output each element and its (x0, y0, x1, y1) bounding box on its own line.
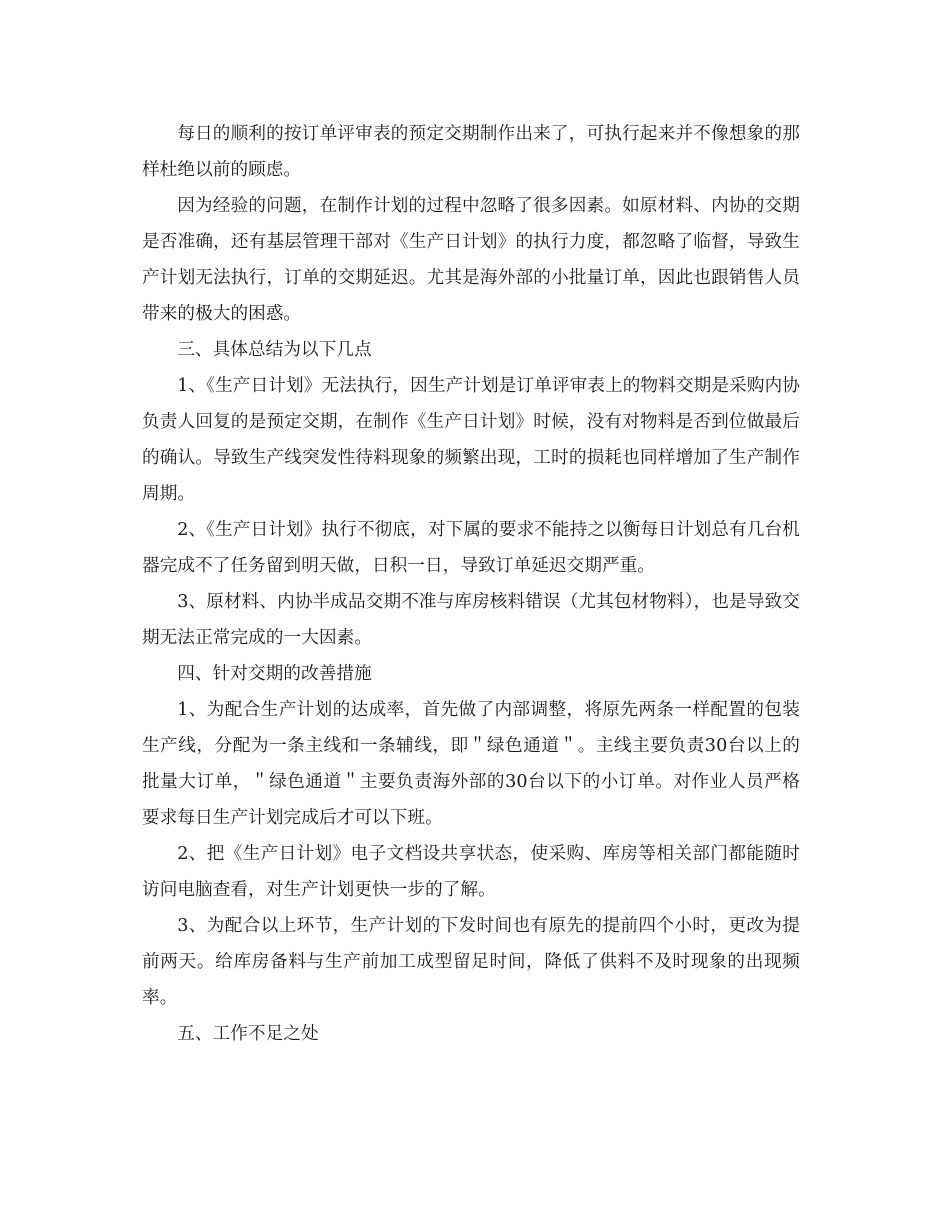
improvement-item-1: 1、为配合生产计划的达成率，首先做了内部调整，将原先两条一样配置的包装生产线，分配为一条主线和一条辅线，即＂绿色通道＂。主线主要负责30台以上的批量大订单，＂绿色通道＂主要负责海外部的30台以下的小订单。对作业人员严格要求每日生产计划完成后才可以下班。 (142, 700, 800, 828)
summary-item-2: 2、《生产日计划》执行不彻底，对下属的要求不能持之以衡每日计划总有几台机器完成不了任务留到明天做，日积一日，导致订单延迟交期严重。 (142, 520, 800, 576)
document-body (142, 116, 800, 1052)
section-heading-shortcomings: 五、工作不足之处 (177, 1024, 319, 1044)
improvement-item-2: 2、把《生产日计划》电子文档设共享状态，使采购、库房等相关部门都能随时访问电脑查看，对生产计划更快一步的了解。 (142, 844, 800, 900)
section-heading-summary: 三、具体总结为以下几点 (177, 340, 372, 360)
paragraph-intro-followup: 每日的顺利的按订单评审表的预定交期制作出来了，可执行起来并不像想象的那样杜绝以前的顾虑。 (142, 124, 800, 180)
summary-item-1: 1、《生产日计划》无法执行，因生产计划是订单评审表上的物料交期是采购内协负责人回复的是预定交期，在制作《生产日计划》时候，没有对物料是否到位做最后的确认。导致生产线突发性待料现象的频繁出现，工时的损耗也同样增加了生产制作周期。 (142, 376, 800, 504)
improvement-item-3: 3、为配合以上环节，生产计划的下发时间也有原先的提前四个小时，更改为提前两天。给库房备料与生产前加工成型留足时间，降低了供料不及时现象的出现频率。 (142, 916, 800, 1008)
section-heading-improvements: 四、针对交期的改善措施 (177, 664, 372, 684)
paragraph-experience-issues: 因为经验的问题，在制作计划的过程中忽略了很多因素。如原材料、内协的交期是否准确，还有基层管理干部对《生产日计划》的执行力度，都忽略了临督，导致生产计划无法执行，订单的交期延迟。尤其是海外部的小批量订单，因此也跟销售人员带来的极大的困惑。 (142, 196, 800, 324)
summary-item-3: 3、原材料、内协半成品交期不准与库房核料错误（尤其包材物料），也是导致交期无法正常完成的一大因素。 (142, 592, 800, 648)
